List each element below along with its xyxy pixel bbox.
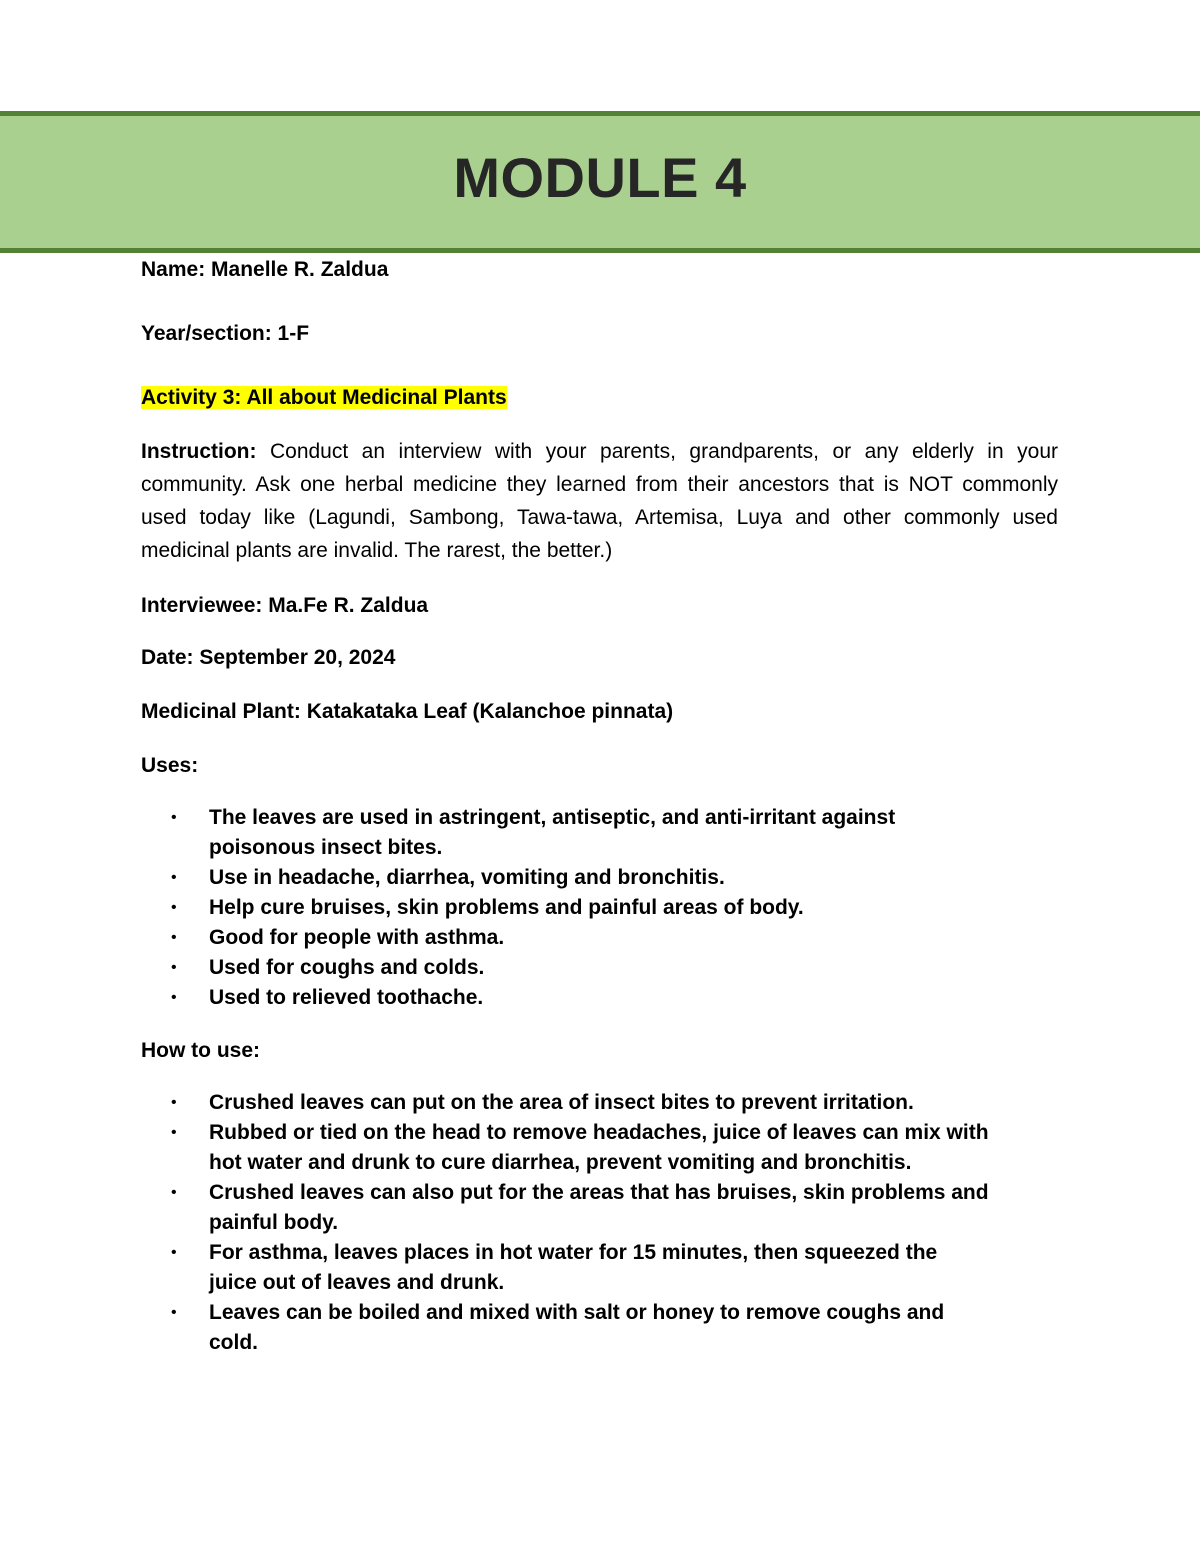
uses-item-text: Used for coughs and colds.	[209, 956, 485, 979]
module-banner	[0, 111, 1200, 253]
bullet-icon: •	[171, 899, 177, 916]
year-section: Year/section: 1-F	[141, 322, 310, 345]
uses-item-text: Good for people with asthma.	[209, 926, 505, 949]
how-to-use-item	[141, 1298, 989, 1358]
bullet-icon: •	[171, 809, 177, 826]
bullet-icon: •	[171, 959, 177, 976]
how-to-use-heading: How to use:	[141, 1039, 260, 1062]
bullet-icon: •	[171, 1124, 177, 1141]
bullet-icon: •	[171, 989, 177, 1006]
how-to-use-item-text: For asthma, leaves places in hot water for 15 minutes, then squeezed the juice out of leaves and drunk.	[209, 1241, 938, 1294]
uses-item-text: Help cure bruises, skin problems and painful areas of body.	[209, 896, 804, 919]
bullet-icon: •	[171, 929, 177, 946]
uses-heading: Uses:	[141, 754, 199, 777]
uses-item	[141, 923, 989, 953]
interviewee: Interviewee: Ma.Fe R. Zaldua	[141, 594, 429, 617]
uses-item-text: The leaves are used in astringent, antiseptic, and anti-irritant against poisonous insect bites.	[209, 806, 896, 859]
how-to-use-item	[141, 1088, 989, 1118]
how-to-use-item-text: Crushed leaves can put on the area of insect bites to prevent irritation.	[209, 1091, 914, 1114]
bullet-icon: •	[171, 1304, 177, 1321]
module-title: MODULE 4	[453, 145, 747, 209]
bullet-icon: •	[171, 1244, 177, 1261]
uses-list	[141, 803, 1058, 1013]
uses-item	[141, 953, 989, 983]
how-to-use-item-text: Crushed leaves can also put for the areas that has bruises, skin problems and painful body.	[209, 1181, 989, 1234]
instruction-text: Conduct an interview with your parents, grandparents, or any elderly in your community. Ask one herbal medicine they learned from their ancestors that is NOT commonly used today like (Lagundi, Sambong, Tawa-tawa, Artemisa, Luya and other commonly used medicinal plants are invalid. The rarest, the better.)	[141, 440, 1058, 562]
bullet-icon: •	[171, 1094, 177, 1111]
activity-title: Activity 3: All about Medicinal Plants	[141, 386, 507, 409]
uses-item	[141, 803, 989, 863]
how-to-use-list	[141, 1088, 1058, 1358]
how-to-use-item-text: Rubbed or tied on the head to remove headaches, juice of leaves can mix with hot water and drunk to cure diarrhea, prevent vomiting and bronchitis.	[209, 1121, 989, 1174]
activity-heading	[141, 382, 507, 413]
instruction-paragraph	[141, 435, 1058, 567]
uses-item	[141, 983, 989, 1013]
how-to-use-item	[141, 1238, 989, 1298]
uses-item	[141, 863, 989, 893]
how-to-use-item	[141, 1118, 989, 1178]
instruction-label: Instruction:	[141, 440, 257, 463]
bullet-icon: •	[171, 869, 177, 886]
medicinal-plant: Medicinal Plant: Katakataka Leaf (Kalanchoe pinnata)	[141, 700, 674, 723]
how-to-use-item-text: Leaves can be boiled and mixed with salt or honey to remove coughs and cold.	[209, 1301, 945, 1354]
uses-item-text: Use in headache, diarrhea, vomiting and bronchitis.	[209, 866, 725, 889]
uses-item	[141, 893, 989, 923]
bullet-icon: •	[171, 1184, 177, 1201]
uses-item-text: Used to relieved toothache.	[209, 986, 484, 1009]
interview-date: Date: September 20, 2024	[141, 646, 396, 669]
student-name: Name: Manelle R. Zaldua	[141, 258, 389, 281]
how-to-use-item	[141, 1178, 989, 1238]
